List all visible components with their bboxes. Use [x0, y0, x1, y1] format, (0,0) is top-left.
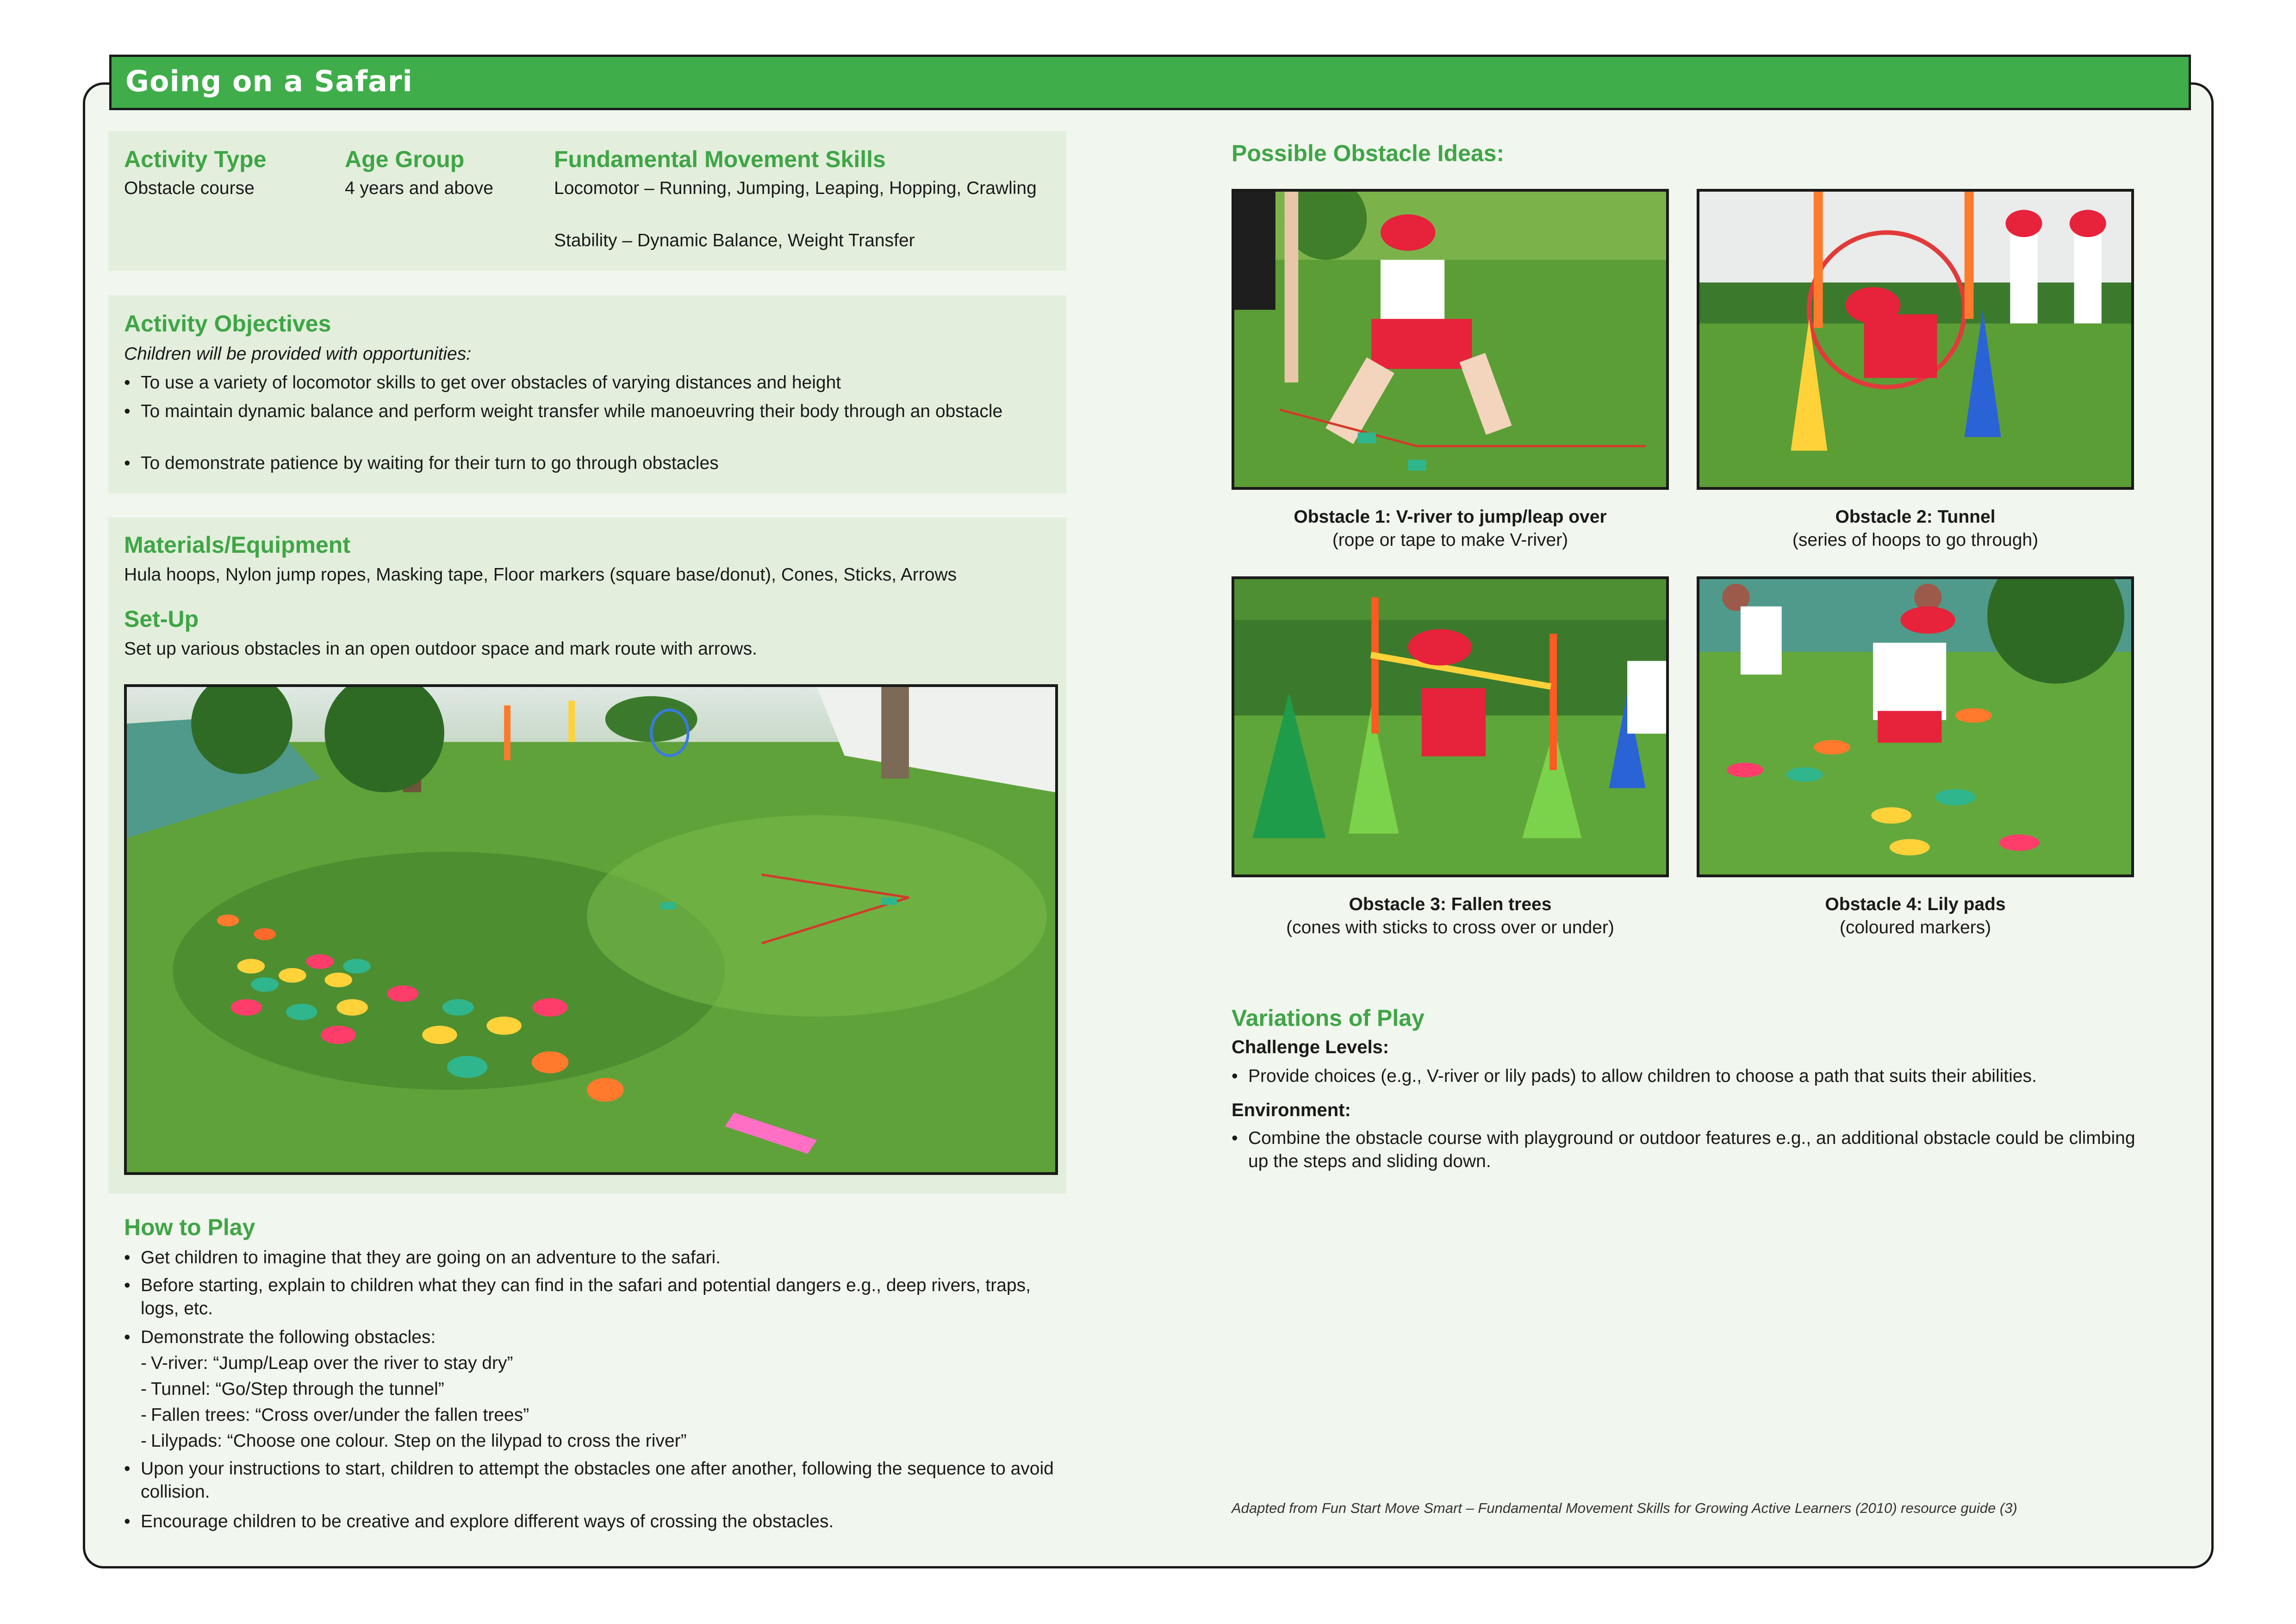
setup-photo [124, 684, 1058, 1175]
page-title: Going on a Safari [125, 64, 413, 98]
how-to-play-subitem: - Tunnel: “Go/Step through the tunnel” [141, 1379, 444, 1399]
objectives-intro: Children will be provided with opportunities: [124, 344, 472, 364]
obstacle-3-caption [1232, 893, 1669, 939]
obstacle-2-illustration [1699, 192, 2131, 487]
obstacle-1-title: Obstacle 1: V-river to jump/leap over [1294, 507, 1607, 527]
variations-heading: Variations of Play [1232, 1005, 1425, 1031]
obstacles-heading: Possible Obstacle Ideas: [1232, 140, 1505, 166]
obstacle-2-title: Obstacle 2: Tunnel [1835, 507, 1996, 527]
obstacle-4-desc: (coloured markers) [1839, 918, 1991, 937]
fms-stability: Stability – Dynamic Balance, Weight Transfer [554, 231, 915, 250]
obstacle-1-caption [1232, 506, 1669, 552]
bullet-icon: • [124, 1248, 131, 1268]
bullet-icon: • [124, 1512, 131, 1531]
obstacle-2-caption [1697, 506, 2134, 552]
challenge-levels-item: • Provide choices (e.g., V-river or lily pads) to allow children to choose a path that suits their abilities. [1232, 1065, 2157, 1088]
obstacle-4-title: Obstacle 4: Lily pads [1825, 894, 2006, 914]
bullet-icon: • [1232, 1128, 1238, 1148]
obstacle-3-title: Obstacle 3: Fallen trees [1349, 894, 1552, 914]
how-to-play-item: • Before starting, explain to children what they can find in the safari and potential dangers e.g., deep rivers, traps, logs, etc. [124, 1274, 1064, 1320]
how-to-play-subitem: - Fallen trees: “Cross over/under the fallen trees” [141, 1405, 529, 1425]
obstacle-3-photo [1232, 576, 1669, 877]
how-to-play-item: • Demonstrate the following obstacles: [124, 1326, 1064, 1349]
bullet-icon: • [124, 1459, 131, 1479]
title-bar [109, 55, 2191, 110]
how-to-play-subitem: - V-river: “Jump/Leap over the river to stay dry” [141, 1353, 513, 1373]
setup-photo-illustration [127, 687, 1055, 1172]
objective-item: • To maintain dynamic balance and perform weight transfer while manoeuvring their body through an obstacle [124, 400, 1031, 423]
obstacle-3-desc: (cones with sticks to cross over or under) [1286, 918, 1614, 937]
environment-item: • Combine the obstacle course with playground or outdoor features e.g., an additional obstacle could be climbing up the steps and sliding down. [1232, 1127, 2157, 1173]
how-to-play-item: • Upon your instructions to start, children to attempt the obstacles one after another, following the sequence to avoid collision. [124, 1457, 1064, 1504]
setup-text: Set up various obstacles in an open outdoor space and mark route with arrows. [124, 639, 757, 659]
age-group-value: 4 years and above [345, 178, 493, 198]
objective-item: • To demonstrate patience by waiting for their turn to go through obstacles [124, 452, 1054, 475]
activity-type-heading: Activity Type [124, 146, 267, 172]
bullet-icon: • [124, 1327, 131, 1347]
fms-locomotor: Locomotor – Running, Jumping, Leaping, Hopping, Crawling [554, 178, 1037, 198]
bullet-icon: • [1232, 1066, 1238, 1086]
obstacle-1-photo [1232, 189, 1669, 490]
obstacle-3-illustration [1234, 579, 1666, 874]
how-to-play-item: • Encourage children to be creative and explore different ways of crossing the obstacles. [124, 1510, 1064, 1533]
obstacle-1-illustration [1234, 192, 1666, 487]
bullet-icon: • [124, 453, 131, 473]
bullet-icon: • [124, 401, 131, 421]
source-footnote: Adapted from Fun Start Move Smart – Fundamental Movement Skills for Growing Active Learners (2010) resource guide (3) [1232, 1500, 2017, 1516]
environment-label: Environment: [1232, 1100, 1351, 1120]
how-to-play-heading: How to Play [124, 1214, 255, 1240]
objectives-heading: Activity Objectives [124, 311, 331, 337]
how-to-play-subitem: - Lilypads: “Choose one colour. Step on the lilypad to cross the river” [141, 1431, 687, 1451]
how-to-play-item: • Get children to imagine that they are going on an adventure to the safari. [124, 1246, 1064, 1269]
challenge-levels-label: Challenge Levels: [1232, 1037, 1389, 1057]
obstacle-4-illustration [1699, 579, 2131, 874]
obstacle-4-caption [1697, 893, 2134, 939]
bullet-icon: • [124, 1275, 131, 1295]
obstacle-1-desc: (rope or tape to make V-river) [1332, 530, 1568, 550]
obstacle-2-desc: (series of hoops to go through) [1792, 530, 2039, 550]
materials-text: Hula hoops, Nylon jump ropes, Masking tape, Floor markers (square base/donut), Cones, Sticks, Arrows [124, 565, 957, 585]
bullet-icon: • [124, 373, 131, 393]
obstacle-4-photo [1697, 576, 2134, 877]
setup-heading: Set-Up [124, 606, 199, 632]
obstacle-2-photo [1697, 189, 2134, 490]
age-group-heading: Age Group [345, 146, 465, 172]
fms-heading: Fundamental Movement Skills [554, 146, 886, 172]
activity-type-value: Obstacle course [124, 178, 255, 198]
materials-heading: Materials/Equipment [124, 532, 350, 558]
objective-item: • To use a variety of locomotor skills to get over obstacles of varying distances and height [124, 371, 1054, 394]
